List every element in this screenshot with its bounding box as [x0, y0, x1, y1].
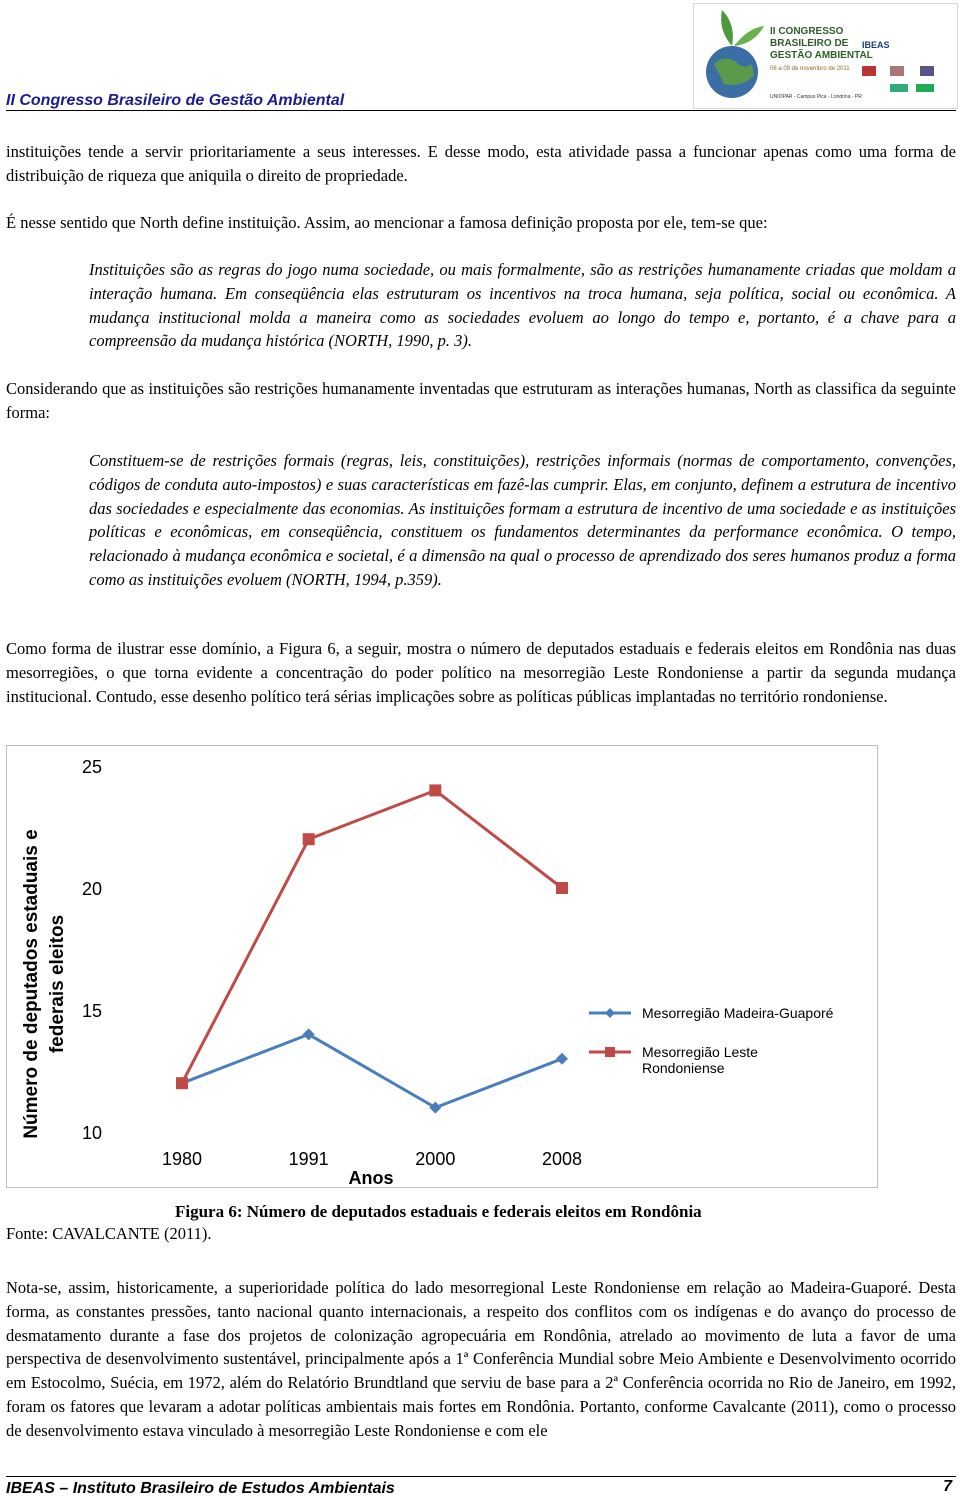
figure-source: Fonte: CAVALCANTE (2011).	[6, 1224, 212, 1243]
header-title: II Congresso Brasileiro de Gestão Ambiental	[6, 92, 345, 109]
footer-rule	[6, 1476, 956, 1477]
y-axis-label-line-1: Número de deputados estaduais e	[21, 829, 42, 1139]
page-number: 7	[943, 1478, 952, 1495]
data-point	[303, 833, 315, 845]
legend-label: Rondoniense	[642, 1060, 725, 1076]
footer-org: IBEAS – Instituto Brasileiro de Estudos Ambientais	[6, 1480, 395, 1497]
series-line	[182, 790, 562, 1083]
figure-6-chart	[6, 745, 878, 1188]
sponsor-logo	[890, 66, 904, 76]
block-quote-1: Instituições são as regras do jogo numa sociedade, ou mais formalmente, são as restrições humanamente criadas que moldam a interação humana. Em conseqüência elas estruturam os incentivos na troca humana, seja política, social ou econômica. A mudança institucional molda a maneira como as sociedades evoluem ao longo do tempo e, portanto, é a chave para a compreensão da mudança histórica (NORTH, 1990, p. 3).	[89, 260, 956, 351]
y-axis-label-line-2: federais eleitos	[47, 914, 68, 1054]
data-point	[429, 784, 441, 796]
x-tick-label: 1980	[161, 1149, 203, 1169]
sponsor-logo	[920, 66, 934, 76]
data-point	[303, 1028, 315, 1040]
x-tick-label: 2008	[541, 1149, 583, 1169]
congress-logo-graphic	[694, 4, 957, 108]
logo-line-1: II CONGRESSO	[770, 26, 844, 37]
block-quote-2: Constituem-se de restrições formais (regras, leis, constituições), restrições informais (normas de comportamento, convenções, códigos de conduta auto-impostos) e suas características em fazê-las cumprir. Elas, em conjunto, definem a estrutura de incentivo das sociedades e especialmente das economias. As instituições formam a estrutura de incentivo de uma sociedade e as instituições políticas e econômicas, em conseqüência, constituem os fundamentos determinantes da performance econômica. O tempo, relacionado à mudança econômica e societal, é a dimensão na qual o processo de aprendizado dos seres humanos produz a forma como as instituições evoluem (NORTH, 1994, p.359).	[89, 451, 956, 589]
logo-date: 06 a 09 de novembro de 2011	[770, 66, 850, 72]
data-point	[556, 1053, 568, 1065]
data-point	[176, 1077, 188, 1089]
paragraph-5: Nota-se, assim, historicamente, a superioridade política do lado mesorregional Leste Rondoniense em relação ao Madeira-Guaporé. Desta forma, as constantes pressões, tanto nacional quanto internacionais, a respeito dos conflitos com os indígenas e do avanço do processo de desmatamento durante a fase dos projetos de colonização agropecuária em Rondônia, atrelado ao movimento de luta a favor de uma perspectiva de desenvolvimento sustentável, principalmente após a 1ª Conferência Mundial sobre Meio Ambiente e Desenvolvimento ocorrido em Estocolmo, Suécia, em 1972, além do Relatório Brundtland que serviu de base para a 2ª Conferência ocorrida no Rio de Janeiro, em 1992, foram os fatores que levaram a adotar políticas ambientais mais fortes em Rondônia. Portanto, conforme Cavalcante (2011), como o processo de desenvolvimento estava vinculado à mesorregião Leste Rondoniense e com ele	[6, 1278, 956, 1440]
paragraph-1: instituições tende a servir prioritariamente a seus interesses. E desse modo, esta atividade passa a funcionar apenas como uma forma de distribuição de riqueza que aniquila o direito de propriedade.	[6, 142, 956, 185]
line-chart	[7, 746, 877, 1187]
legend-label: Mesorregião Madeira-Guaporé	[642, 1005, 834, 1021]
congress-logo	[693, 3, 958, 109]
sponsor-logo	[890, 84, 908, 92]
paragraph-4: Como forma de ilustrar esse domínio, a Figura 6, a seguir, mostra o número de deputados estaduais e federais eleitos em Rondônia nas duas mesorregiões, o que torna evidente a concentração do poder político na mesorregião Leste Rondoniense a partir da segunda mudança institucional. Contudo, esse desenho político terá sérias implicações sobre as políticas públicas implantadas no território rondoniense.	[6, 639, 956, 706]
page-header	[0, 0, 960, 110]
sponsor-logo	[862, 66, 876, 76]
logo-venue: UNIOPAR - Campus Pica - Londrina - PR	[770, 94, 862, 100]
x-axis-label: Anos	[348, 1168, 394, 1187]
leaf-icon	[721, 10, 733, 46]
series-line	[182, 1034, 562, 1107]
paragraph-2: É nesse sentido que North define instituição. Assim, ao mencionar a famosa definição proposta por ele, tem-se que:	[6, 213, 768, 232]
y-tick-label: 15	[81, 1001, 102, 1021]
legend-swatch-marker	[605, 1047, 615, 1057]
sponsor-logo	[916, 84, 934, 92]
y-tick-label: 25	[81, 757, 102, 777]
logo-line-3: GESTÃO AMBIENTAL	[770, 50, 873, 61]
data-point	[429, 1102, 441, 1114]
legend-label: Mesorregião Leste	[642, 1044, 758, 1060]
x-tick-label: 2000	[415, 1149, 456, 1169]
logo-org: IBEAS	[862, 40, 890, 50]
data-point	[556, 882, 568, 894]
x-tick-label: 1991	[288, 1149, 329, 1169]
paragraph-3: Considerando que as instituições são restrições humanamente inventadas que estruturam as interações humanas, North as classifica da seguinte forma:	[6, 379, 956, 422]
y-tick-label: 10	[81, 1123, 102, 1143]
y-tick-label: 20	[81, 879, 102, 899]
legend-swatch-marker	[605, 1008, 615, 1018]
header-rule	[6, 110, 956, 111]
logo-line-2: BRASILEIRO DE	[770, 38, 849, 49]
figure-caption: Figura 6: Número de deputados estaduais e federais eleitos em Rondônia	[175, 1202, 702, 1221]
